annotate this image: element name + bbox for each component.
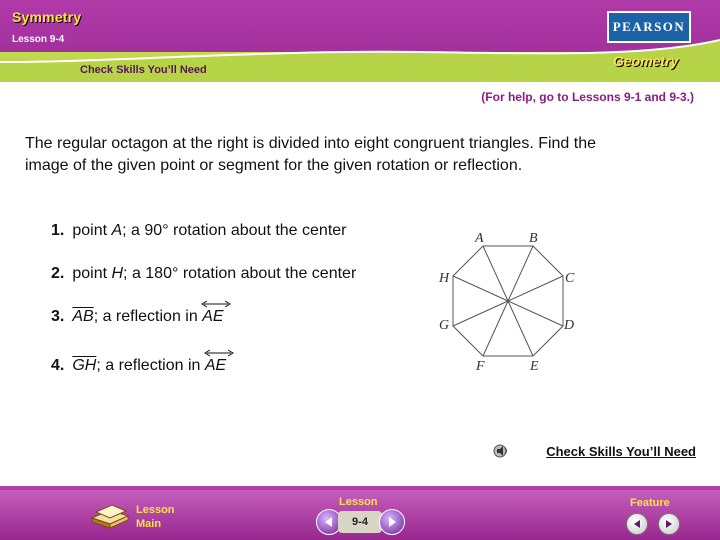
question-4 bbox=[51, 357, 226, 375]
question-number: 1. bbox=[51, 222, 65, 239]
arrow-right-icon bbox=[664, 519, 674, 529]
question-text: ; a reflection in bbox=[93, 308, 203, 325]
question-text: ; a 180° rotation about the center bbox=[123, 265, 357, 282]
arrow-left-icon bbox=[632, 519, 642, 529]
segment-label: $\overline{GH}$ bbox=[72, 357, 97, 374]
audio-speaker-icon[interactable] bbox=[492, 442, 510, 460]
page-title: Symmetry bbox=[12, 9, 82, 25]
vertex-label-a: A bbox=[475, 231, 484, 246]
feature-nav-label: Feature bbox=[630, 497, 670, 509]
line-label: AE bbox=[202, 308, 224, 325]
vertex-label-g: G bbox=[439, 318, 450, 333]
octagon-radius bbox=[508, 276, 563, 301]
lesson-nav-label: Lesson bbox=[339, 496, 378, 508]
octagon-radius bbox=[483, 246, 508, 301]
question-text: point bbox=[72, 265, 112, 282]
vertex-label-d: D bbox=[564, 318, 575, 333]
question-number: 3. bbox=[51, 308, 65, 325]
question-text: ; a reflection in bbox=[96, 357, 205, 374]
point-variable: A bbox=[111, 222, 123, 239]
feature-next-button[interactable] bbox=[658, 513, 680, 535]
lesson-next-button[interactable] bbox=[379, 509, 405, 535]
arrow-right-icon bbox=[386, 516, 398, 528]
vertex-label-e: E bbox=[530, 359, 539, 374]
pearson-logo: PEARSON bbox=[607, 11, 691, 43]
line-arrow-icon bbox=[201, 300, 231, 308]
feature-prev-button[interactable] bbox=[626, 513, 648, 535]
check-skills-link[interactable]: Check Skills You’ll Need bbox=[546, 444, 696, 459]
octagon-radius bbox=[483, 301, 508, 356]
course-title: Geometry bbox=[613, 53, 679, 69]
octagon-diagram bbox=[430, 225, 590, 380]
vertex-label-b: B bbox=[529, 231, 538, 246]
line-label: AE bbox=[204, 357, 227, 374]
question-3 bbox=[51, 308, 224, 326]
arrow-left-icon bbox=[323, 516, 335, 528]
octagon-radius bbox=[453, 301, 508, 326]
vertex-label-f: F bbox=[476, 359, 485, 374]
lesson-main-books-icon[interactable] bbox=[88, 500, 132, 530]
vertex-label-c: C bbox=[565, 271, 575, 286]
lesson-page-indicator: 9-4 bbox=[338, 511, 382, 533]
question-number: 4. bbox=[51, 357, 65, 374]
segment-label: $\overline{AB}$ bbox=[72, 308, 94, 325]
octagon-radius bbox=[508, 246, 533, 301]
lesson-main-line1: Lesson bbox=[136, 504, 175, 516]
intro-paragraph: The regular octagon at the right is divided into eight congruent triangles. Find the image of the given point or segment for the given rotation or reflection. bbox=[25, 135, 597, 174]
octagon-radius bbox=[508, 301, 563, 326]
lesson-main-line2: Main bbox=[136, 518, 162, 530]
question-text: point bbox=[72, 222, 112, 239]
lesson-number: Lesson 9-4 bbox=[12, 34, 65, 45]
section-title: Check Skills You’ll Need bbox=[80, 64, 207, 76]
vertex-label-h: H bbox=[439, 271, 450, 286]
octagon-radius bbox=[508, 301, 533, 356]
question-text: ; a 90° rotation about the center bbox=[122, 222, 347, 239]
question-number: 2. bbox=[51, 265, 65, 282]
question-2 bbox=[51, 265, 356, 283]
point-variable: H bbox=[111, 265, 124, 282]
lesson-main-link[interactable] bbox=[136, 503, 175, 531]
question-1 bbox=[51, 222, 346, 240]
help-text: (For help, go to Lessons 9-1 and 9-3.) bbox=[481, 90, 694, 104]
octagon-radius bbox=[453, 276, 508, 301]
line-arrow-icon bbox=[204, 349, 234, 357]
